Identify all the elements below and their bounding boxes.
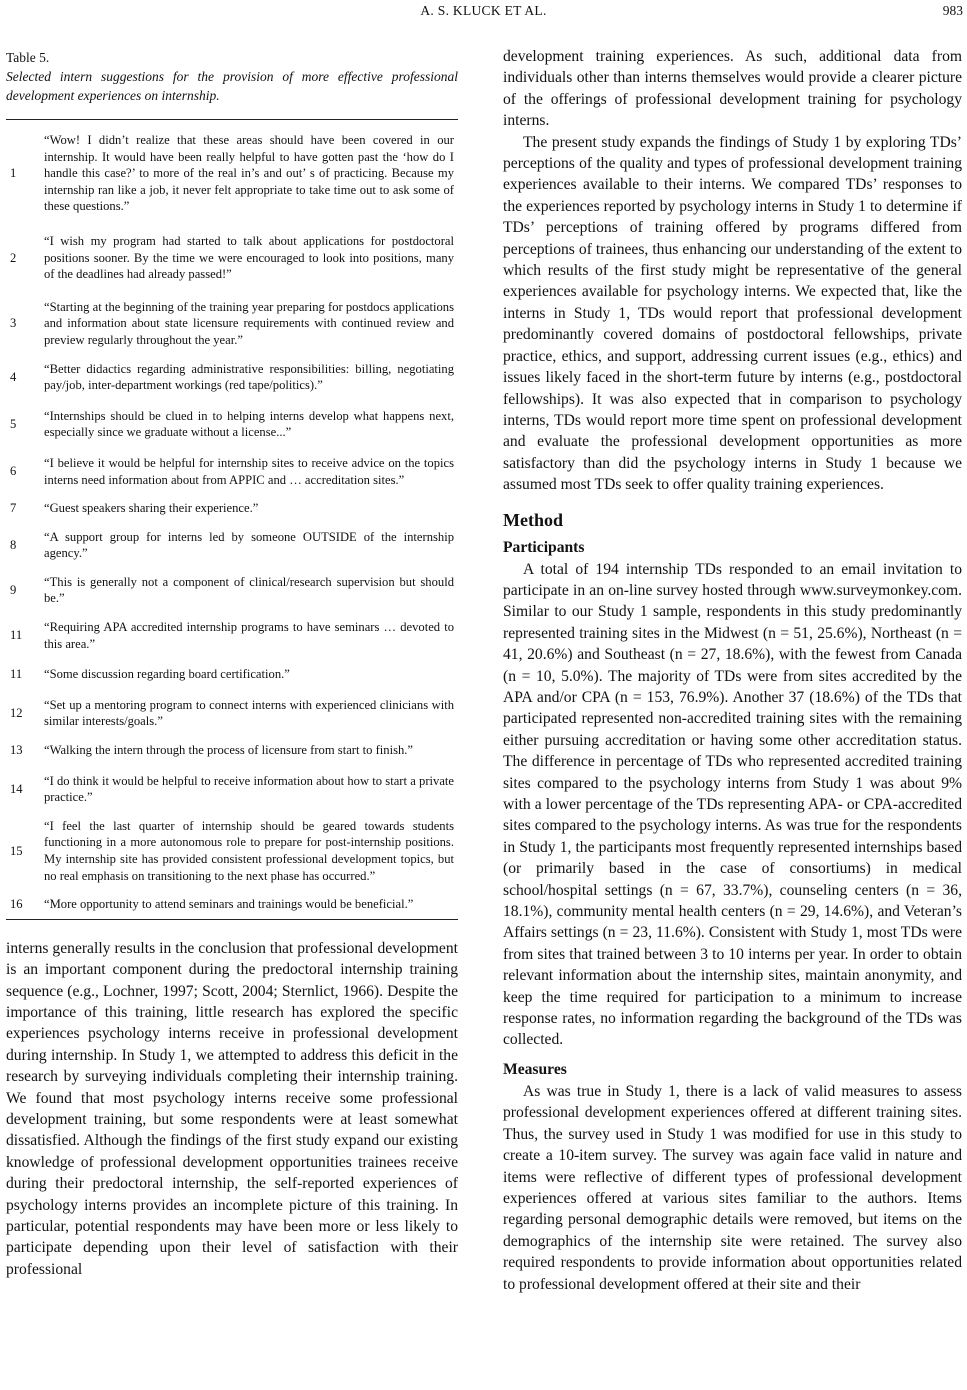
row-number: 6 [10, 464, 17, 479]
table-caption [6, 48, 458, 105]
row-number: 3 [10, 316, 17, 331]
method-heading: Method [503, 509, 563, 530]
table-row [6, 666, 458, 683]
row-suggestion: “Internships should be clued in to helping interns develop what happens next, especially since we graduate without a license...” [44, 408, 454, 440]
table-row [6, 500, 458, 517]
row-number: 15 [10, 843, 23, 858]
right-paragraph-2: The present study expands the findings of Study 1 by exploring TDs’ perceptions of the quality and types of professional development training experiences available to their interns. We compared TDs’ responses to the experiences reported by psychology interns in Study 1 to determine if TDs’ perceptions of training offered by programs differed from perceptions of trainees, thus enhancing our understanding of the extent to which results of the first study might be representative of the general experiences available for psychology interns. We expected that, like the interns in Study 1, TDs would report that professional development predominantly covered domains of postdoctoral fellowships, private practice, ethics, and support, addressing current issues (e.g., ethics) and issues likely faced in the short-term future by interns (e.g., postdoctoral fellowships). It was also expected that in comparison to psychology interns, TDs would report more time spent on professional development and evaluate the professional development opportunities as more satisfactory than did the psychology interns in Study 1 because we assumed most TDs seek to offer quality training experiences. [503, 133, 962, 494]
row-number: 11 [10, 667, 23, 682]
measures-paragraph: As was true in Study 1, there is a lack of valid measures to assess professional development experiences offered at different training sites. Thus, the survey used in Study 1 was modified for use in this study to create a 10-item survey. The survey was again face valid in nature and items were reflective of different types of professional development experiences offered at various sites familiar to the authors. Items regarding personal demographic details were removed, but items on the demographics of the internship site were retained. The survey also required respondents to provide information about opportunities related to professional development offered at their site and their [503, 1082, 962, 1293]
row-suggestion: “I do think it would be helpful to receive information about how to start a private practice.” [44, 773, 454, 805]
row-suggestion: “Starting at the beginning of the training year preparing for postdocs applications and information about state licensure requirements with continued review and preview regularly throughout the year.” [44, 299, 454, 347]
table-row [6, 361, 458, 394]
table-title: Selected intern suggestions for the provision of more effective professional development experiences on internship. [6, 69, 458, 103]
row-number: 16 [10, 897, 23, 912]
table-row [6, 574, 458, 607]
row-suggestion: “Some discussion regarding board certification.” [44, 667, 290, 682]
row-suggestion: “Walking the intern through the process of licensure from start to finish.” [44, 743, 414, 758]
table-row [6, 742, 458, 759]
participants-paragraph: A total of 194 internship TDs responded to an email invitation to participate in an on-line survey hosted through www.surveymonkey.com. Similar to our Study 1 sample, respondents in this study predominantly represented training sites in the Midwest (n = 51, 25.6%), Northeast (n = 41, 20.6%) and Southeast (n = 27, 18.6%), with the fewest from Canada (n = 10, 5.0%). The majority of TDs were from sites accredited by the APA and/or CPA (n = 153, 76.9%). Another 37 (18.6%) of the TDs that participated represented non-accredited training sites with the remaining either pursuing accreditation or having some other accreditation status. The difference in percentage of TDs who represented accredited training sites compared to the psychology interns from Study 1 was about 9% with a lower percentage of the TDs representing APA- or CPA-accredited sites compared to the psychology interns. As was true for the respondents in Study 1, the participants most frequently represented internships based (or primarily based in the case of consortiums) in medical school/hospital settings (n = 67, 33.7%), counseling centers (n = 36, 18.1%), community mental health centers (n = 29, 14.6%), and Veteran’s Affairs settings (n = 23, 11.6%). Consistent with Study 1, most TDs were from sites that trained between 3 to 10 interns per year. In order to obtain relevant information about the internship sites, maintain anonymity, and keep the time required for participation to a minimum to increase response rates, no information regarding the background of the TDs was collected. [503, 560, 962, 1049]
table-row [6, 408, 458, 441]
running-head-authors: A. S. KLUCK ET AL. [420, 3, 547, 18]
left-paragraph: interns generally results in the conclusion that professional development is an important component during the predoctoral internship training sequence (e.g., Lochner, 1997; Scott, 2004; Sternlict, 1966). Despite the importance of this training, little research has explored the specific experiences psychology interns receive in professional development during internship. In Study 1, we attempted to address this deficit in the research by surveying individuals completing their internship training. We found that most psychology interns receive some professional development training, but some respondents were at least somewhat dissatisfied. Although the findings of the first study expand our existing knowledge of professional development opportunities trainees receive during their predoctoral internship, the self-reported experiences of psychology interns provides an incomplete picture of this training. In particular, potential respondents may have been more or less likely to participate depending upon their level of satisfaction with their professional [6, 939, 458, 1278]
row-suggestion: “More opportunity to attend seminars and trainings would be beneficial.” [44, 897, 414, 912]
running-head [0, 0, 967, 22]
page-number: 983 [942, 3, 963, 18]
row-number: 5 [10, 417, 17, 432]
row-number: 7 [10, 501, 17, 516]
row-number: 4 [10, 369, 17, 384]
table-body [6, 120, 458, 919]
row-number: 2 [10, 250, 17, 265]
left-column [6, 48, 458, 1280]
row-suggestion: “Set up a mentoring program to connect interns with experienced clinicians with similar interests/goals.” [44, 697, 454, 729]
row-number: 9 [10, 583, 17, 598]
table-row [6, 233, 458, 283]
row-number: 12 [10, 706, 23, 721]
row-number: 1 [10, 166, 17, 181]
row-suggestion: “I feel the last quarter of internship should be geared towards students functioning in a more autonomous role to prepare for post-internship positions. My internship site has provided consistent professional development topics, but no real emphasis on transitioning to the next phase has occurred.” [44, 818, 454, 883]
table-row [6, 619, 458, 652]
row-suggestion: “I believe it would be helpful for internship sites to receive advice on the topics interns need information about from APPIC and … accreditation sites.” [44, 455, 454, 487]
suggestions-table [6, 119, 458, 920]
table-label: Table 5. [6, 50, 50, 65]
right-column [503, 46, 962, 1295]
measures-heading: Measures [503, 1060, 567, 1078]
row-number: 11 [10, 628, 23, 643]
row-suggestion: “Better didactics regarding administrative responsibilities: billing, negotiating pay/job, inter-department workings (red tape/politics).” [44, 361, 454, 393]
row-number: 14 [10, 781, 23, 796]
row-suggestion: “I wish my program had started to talk about applications for postdoctoral positions sooner. By the time we were encouraged to look into positions, many of the deadlines had already passed!” [44, 233, 454, 282]
right-paragraph-1: development training experiences. As such, additional data from individuals other than interns themselves would provide a clearer picture of the offerings of professional development training for psychology interns. [503, 48, 962, 130]
row-suggestion: “Requiring APA accredited internship programs to have seminars … devoted to this area.” [44, 620, 454, 651]
participants-heading: Participants [503, 538, 585, 556]
table-row [6, 896, 458, 913]
table-row [6, 299, 458, 349]
row-suggestion: “Guest speakers sharing their experience.” [44, 501, 259, 516]
table-row [6, 529, 458, 562]
row-number: 8 [10, 537, 17, 552]
row-suggestion: “This is generally not a component of clinical/research supervision but should be.” [44, 574, 454, 606]
table-bottom-rule [6, 919, 458, 920]
row-suggestion: “A support group for interns led by someone OUTSIDE of the internship agency.” [44, 529, 454, 561]
table-row [6, 773, 458, 806]
table-row [6, 132, 458, 215]
table-row [6, 697, 458, 730]
row-number: 13 [10, 743, 23, 758]
row-suggestion: “Wow! I didn’t realize that these areas should have been covered in our internship. It would have been really helpful to have gotten past the ‘how do I handle this case?’ to more of the real in’s and out’ s of practicing. Because my internship ran like a job, it never felt appropriate to take time out to ask some of these questions.” [44, 133, 454, 214]
table-row [6, 455, 458, 488]
table-row [6, 818, 458, 884]
